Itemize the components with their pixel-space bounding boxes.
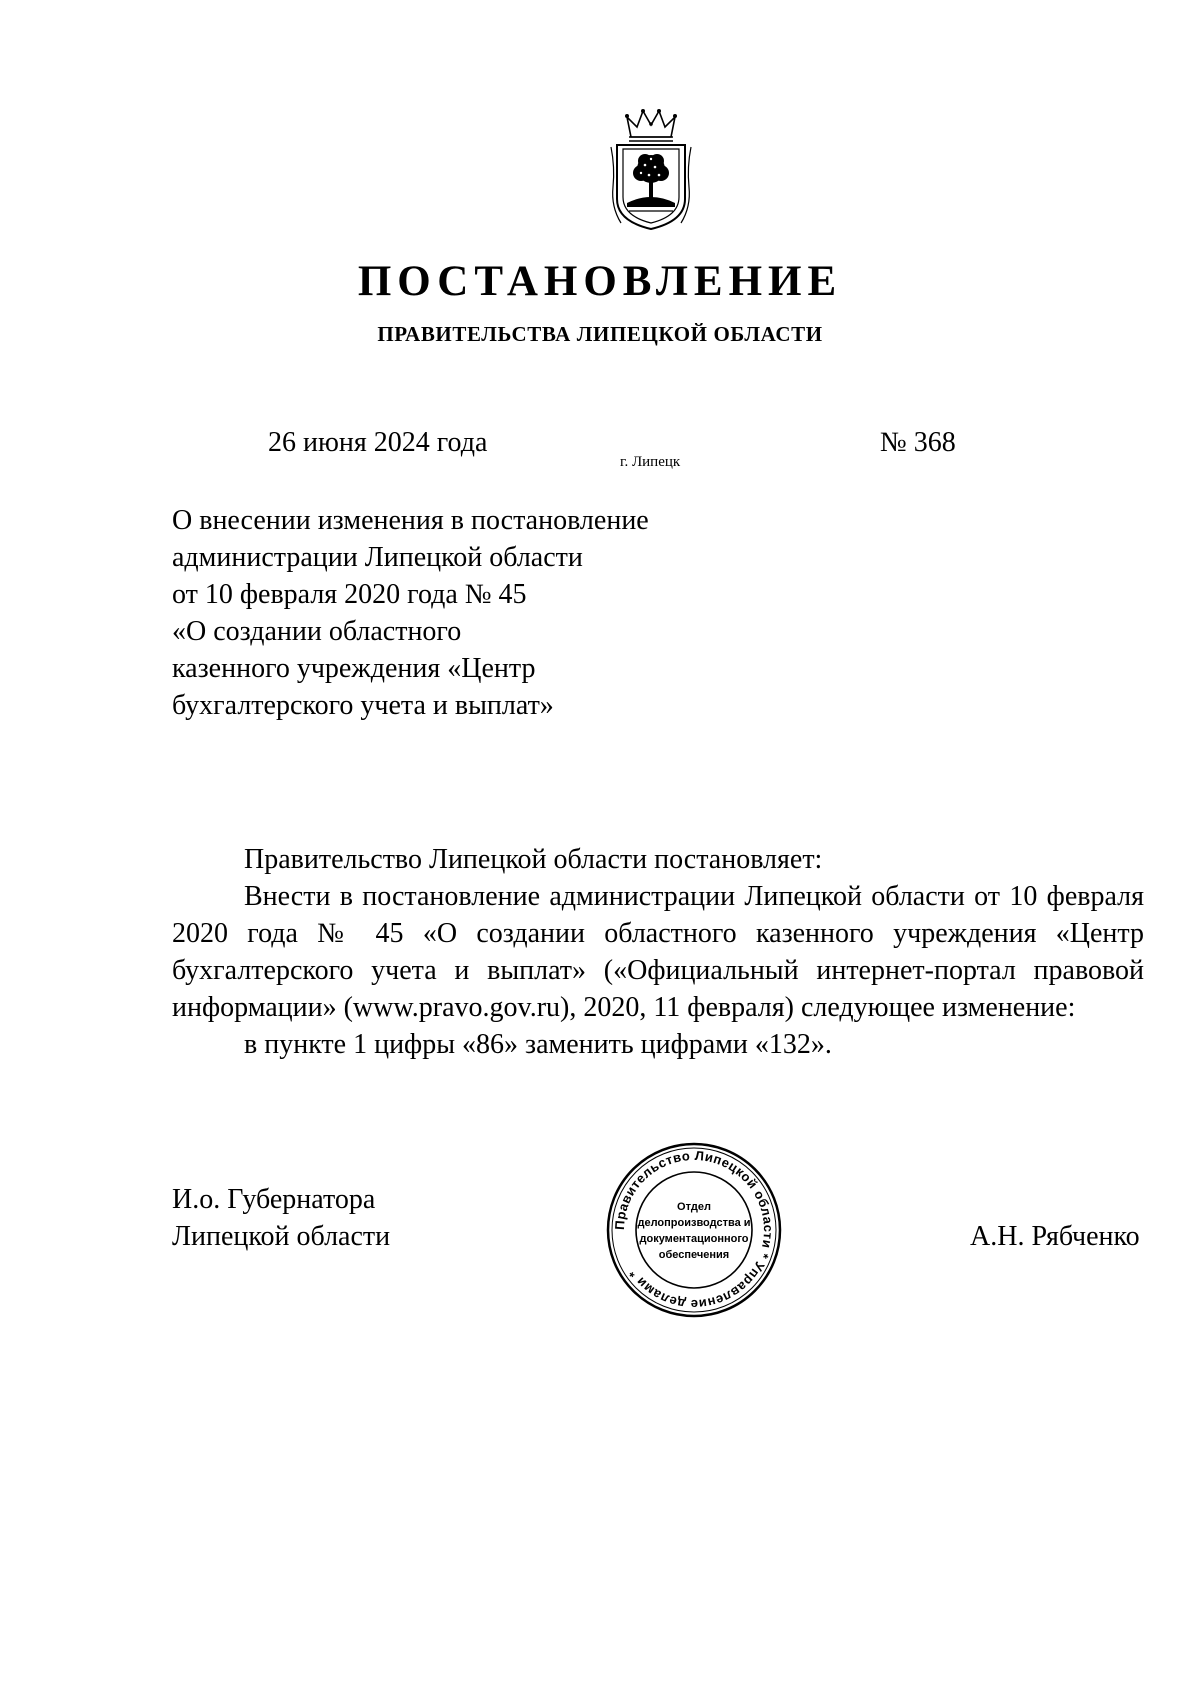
body-paragraph: Правительство Липецкой области постановляет: [244,844,823,875]
signatory-name: А.Н. Рябченко [970,1221,1140,1252]
document-title: ПОСТАНОВЛЕНИЕ [357,258,843,305]
stamp-inner-line: Отдел [677,1201,711,1213]
subject-line: администрации Липецкой области [172,542,583,573]
document-number: № 368 [880,427,956,458]
subject-line: бухгалтерского учета и выплат» [172,690,554,721]
subject-line: от 10 февраля 2020 года № 45 [172,579,527,610]
stamp-outer-text: Правительство Липецкой области * Управление делами * [611,1147,777,1313]
signatory-position-line: Липецкой области [172,1221,391,1252]
document-subject [172,502,649,724]
stamp-inner-line: обеспечения [658,1249,730,1261]
signatory-position [172,1181,390,1255]
body-paragraph: Внести в постановление администрации Липецкой области от 10 февраля 2020 года № 45 «О создании областного казенного учреждения «Центр бухгалтерского учета и выплат» («Официальный интернет-портал правовой информации» (www.pravo.gov.ru), 2020, 11 февраля) следующее изменение: [172,881,1144,1023]
document-subtitle: ПРАВИТЕЛЬСТВА ЛИПЕЦКОЙ ОБЛАСТИ [377,322,823,346]
signatory-position-line: И.о. Губернатора [172,1184,376,1215]
subject-line: казенного учреждения «Центр [172,653,536,684]
document-date: 26 июня 2024 года [268,427,488,458]
document-body [172,841,1144,1063]
stamp-inner-line: делопроизводства и [637,1217,751,1229]
subject-line: «О создании областного [172,616,462,647]
document-city: г. Липецк [620,454,681,470]
official-stamp [604,1140,784,1320]
stamp-inner-line: документационного [639,1233,749,1245]
subject-line: О внесении изменения в постановление [172,505,649,536]
body-paragraph: в пункте 1 цифры «86» заменить цифрами «132». [244,1029,832,1060]
coat-of-arms-icon [609,107,693,237]
